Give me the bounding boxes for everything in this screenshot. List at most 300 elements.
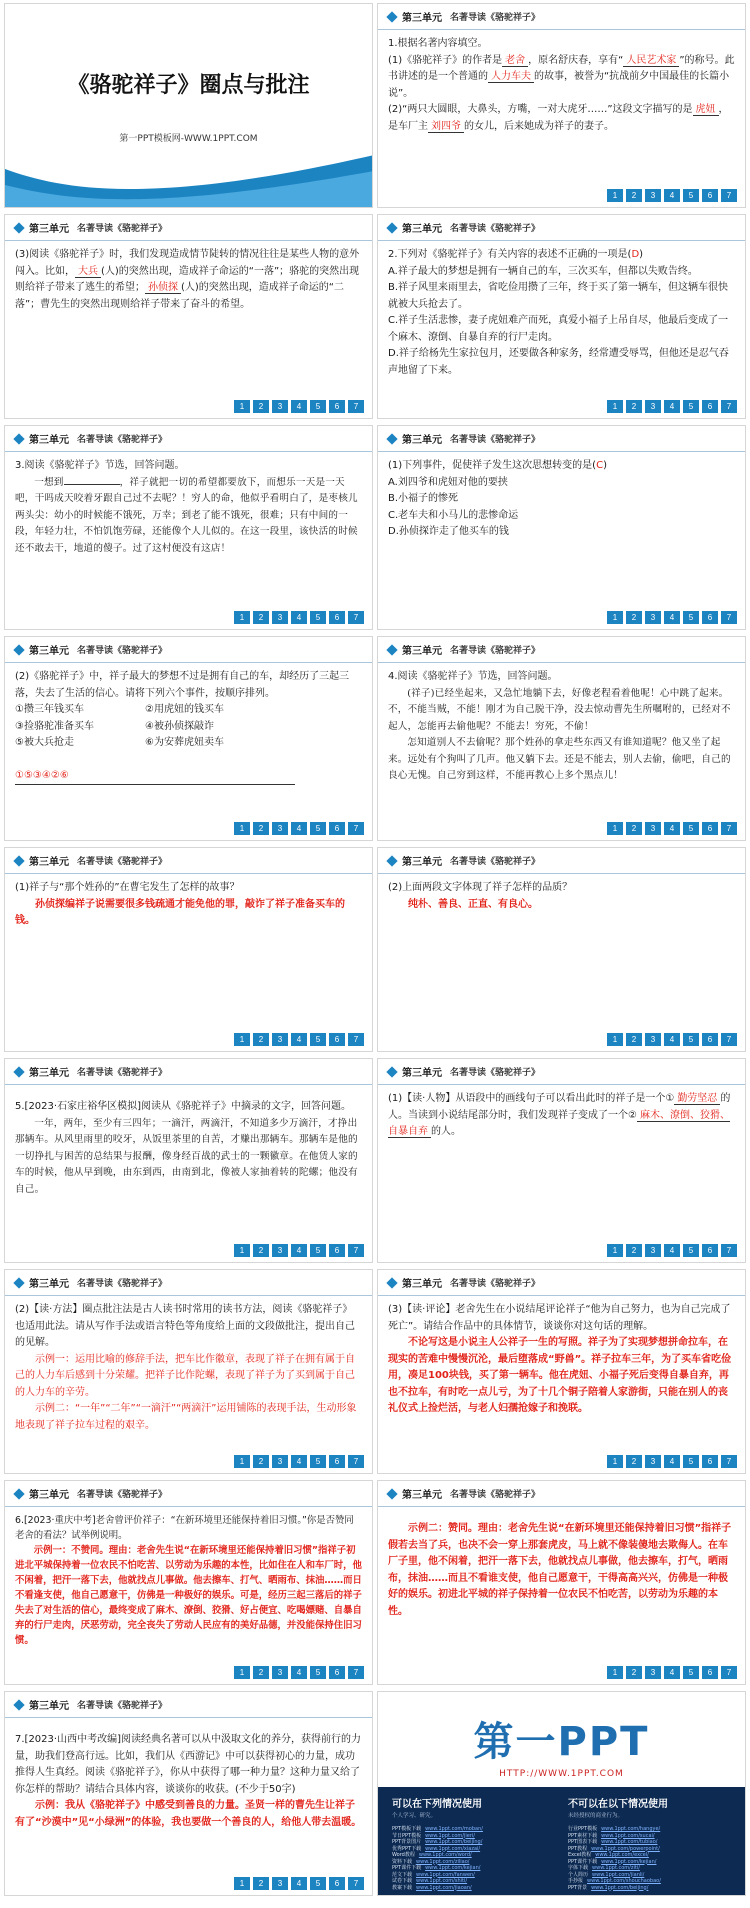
page-button-1[interactable]: 1 — [607, 611, 623, 624]
answer: C — [596, 460, 604, 471]
slide-header — [378, 4, 745, 30]
answer: ①⑤③④②⑥ — [15, 769, 69, 781]
unit-subtitle: 名著导读《骆驼祥子》 — [450, 1068, 541, 1078]
page-button-4[interactable]: 4 — [291, 1877, 307, 1890]
unit-subtitle: 名著导读《骆驼祥子》 — [450, 857, 541, 867]
forbidden-links — [568, 1826, 738, 1891]
answer: 大兵 — [75, 266, 101, 278]
page-button-2[interactable]: 2 — [253, 1244, 269, 1257]
slide-header — [5, 215, 372, 241]
diamond-icon — [13, 1488, 24, 1499]
question: (1)下列事件，促使祥子发生这次思想转变的是( — [388, 460, 597, 471]
link-url[interactable]: www.1ppt.com/tubiao/ — [601, 1839, 658, 1845]
text: ”的称号。此书讲述的是一个普通的 — [388, 54, 735, 82]
page-button-5[interactable]: 5 — [310, 400, 326, 413]
page-button-2[interactable]: 2 — [253, 611, 269, 624]
pager — [607, 1244, 737, 1257]
page-button-6[interactable]: 6 — [329, 1666, 345, 1679]
page-button-6[interactable]: 6 — [702, 1244, 718, 1257]
slide-body — [15, 247, 362, 396]
page-button-2[interactable]: 2 — [626, 189, 642, 202]
allowed-sub: 个人学习、研究。 — [392, 1813, 437, 1819]
link-row — [568, 1885, 738, 1892]
link-url[interactable]: www.1ppt.com/ziliao/ — [416, 1858, 470, 1865]
text: 的女儿，后来她成为祥子的妻子。 — [464, 120, 614, 132]
option-a: A.祥子最大的梦想是拥有一辆自己的车，三次买车，但都以失败告终。 — [388, 265, 698, 277]
page-button-1[interactable]: 1 — [607, 1455, 623, 1468]
passage: 怎知道别人不去偷呢？那个姓孙的拿走些东西又有谁知道呢？他又坐了起来。远处有个狗叫了几声。他又躺下去。还是不能去，别人去偷，偷吧，自己的良心无愧。自己穷到这样，不能再教心上多个黑点儿！ — [388, 737, 731, 781]
page-button-6[interactable]: 6 — [329, 400, 345, 413]
slide-body — [15, 1732, 362, 1873]
text: ，原名舒庆春，享有“ — [528, 54, 624, 66]
event-4: ④被孙侦探敲诈 — [145, 720, 214, 732]
option-d: D.孙侦探诈走了他买车的钱 — [388, 526, 509, 537]
unit-subtitle: 名著导读《骆驼祥子》 — [450, 1490, 541, 1500]
question: (2)《骆驼祥子》中，祥子最大的梦想不过是拥有自己的车，却经历了三起三落，失去了生活的信心。请将下列六个事件，按顺序排列。 — [15, 671, 350, 699]
slide-q1[interactable] — [377, 3, 746, 208]
slide-header — [378, 848, 745, 874]
slide-header — [5, 426, 372, 452]
answer: 示例一：不赞同。理由：老舍先生说“在新环境里还能保持着旧习惯”指祥子初进北平城保持着一位农民不怕吃苦、以劳动为乐趣的本性，比如住在人和车厂时，他不闲着，把汗一落下去，他就找点儿事做。他去擦车、打气、晒雨布、抹油……而日不看逢支使，他自己愿意干，仿佛是一种极好的娱乐。可是，经历三起三落后的祥子失去了对生活的信心，最终变成了麻木、潦倒、狡猾、好占便宜、吃喝嫖赌、自暴自弃的行尸走肉，厌恶劳动，完全丧失了劳动人民应有的美好品德，并没能保持住旧习惯。 — [15, 1545, 362, 1646]
allowed-links — [392, 1826, 562, 1891]
link-url[interactable]: www.1ppt.com/powerpoint/ — [591, 1845, 660, 1852]
page-button-7[interactable]: 7 — [721, 611, 737, 624]
unit-label: 第三单元 — [402, 646, 442, 657]
diamond-icon — [13, 855, 24, 866]
forbidden-title: 不可以在以下情况使用 — [568, 1799, 668, 1810]
page-button-2[interactable]: 2 — [253, 1666, 269, 1679]
page-button-7[interactable]: 7 — [721, 1455, 737, 1468]
logo-text: 第一PPT — [473, 1719, 650, 1765]
slide-q5[interactable] — [4, 1058, 373, 1263]
answer: 不论写这是小说主人公祥子一生的写照。祥子为了实现梦想拼命拉车，在现实的苦难中慢慢沉沦，最后堕落成“野兽”。祥子拉车三年，为了买车省吃俭用，凑足100块钱，买了第一辆车。他在虎妞、小福子死后变得自暴自弃，再也不拉车，有时吃一点儿亏，为了十几个铜子陪着人家游街，只能在别人的丧礼仪式上捡烂活，与老人妇孺抢嫁子和挽联。 — [388, 1337, 732, 1414]
page-button-4[interactable]: 4 — [291, 611, 307, 624]
text: (人)的突然出现，造成祥子命运的“一落”；骆驼的突然出现则给祥子带来了逃生的希望； — [15, 265, 360, 293]
link-label: 节日PPT模板 — [392, 1832, 422, 1839]
slide-q3-2[interactable] — [4, 636, 373, 841]
page-button-2[interactable]: 2 — [253, 400, 269, 413]
page-button-2[interactable]: 2 — [626, 1455, 642, 1468]
link-url[interactable]: www.1ppt.com/word/ — [418, 1852, 472, 1858]
unit-subtitle: 名著导读《骆驼祥子》 — [77, 224, 168, 234]
unit-subtitle: 名著导读《骆驼祥子》 — [77, 1068, 168, 1078]
page-button-7[interactable]: 7 — [348, 1033, 364, 1046]
page-button-2[interactable]: 2 — [626, 611, 642, 624]
slide-q7[interactable] — [4, 1691, 373, 1896]
page-button-2[interactable]: 2 — [626, 822, 642, 835]
page-button-3[interactable]: 3 — [645, 822, 661, 835]
page-button-2[interactable]: 2 — [626, 1033, 642, 1046]
answer-example-1: 示例一：运用比喻的修辞手法，把车比作徽章，表现了祥子在拥有属于自己的人力车后感到十分荣耀。把祥子比作陀螺，表现了祥子为了买到属于自己的人力车的辛劳。 — [15, 1353, 355, 1398]
link-url[interactable]: www.1ppt.com/excel/ — [595, 1852, 649, 1858]
link-label: PPT课件下载 — [392, 1865, 422, 1871]
slide-q3-1[interactable] — [377, 425, 746, 630]
allowed-usage — [392, 1795, 562, 1891]
page-button-2[interactable]: 2 — [253, 1877, 269, 1890]
link-label: PPT模板下载 — [392, 1826, 422, 1832]
page-button-7[interactable]: 7 — [721, 400, 737, 413]
slide-q1-3[interactable] — [4, 214, 373, 419]
page-button-3[interactable]: 3 — [645, 1244, 661, 1257]
page-button-1[interactable]: 1 — [234, 1666, 250, 1679]
page-button-5[interactable]: 5 — [683, 822, 699, 835]
page-button-3[interactable]: 3 — [272, 1877, 288, 1890]
question: (3)【读·评论】老舍先生在小说结尾评论祥子“他为自己努力，也为自己完成了死亡”。请结合作品中的具体情节，谈谈你对这句话的理解。 — [388, 1304, 731, 1332]
link-url[interactable]: www.1ppt.com/shiti/ — [416, 1878, 468, 1884]
answer: 人力车夫 — [488, 71, 534, 83]
link-label: PPT背景 — [568, 1884, 588, 1891]
page-button-7[interactable]: 7 — [348, 1455, 364, 1468]
page-button-5[interactable]: 5 — [310, 822, 326, 835]
link-label: PPT素材下载 — [568, 1832, 598, 1839]
link-url[interactable]: www.1ppt.com/beijing/ — [425, 1839, 483, 1845]
link-url[interactable]: www.1ppt.com/sucai/ — [601, 1832, 655, 1839]
option-d: D.祥子给杨先生家拉包月，还要做各种家务，经常遭受辱骂，但他还是忍气吞声地留了下来。 — [388, 348, 729, 376]
pager — [607, 1033, 737, 1046]
page-button-1[interactable]: 1 — [607, 1244, 623, 1257]
answer-example-2: 示例二：“一年”“二年”“一滴汗”“两滴汗”运用铺陈的表现手法，生动形象地表现了祥子拉车过程的艰辛。 — [15, 1403, 357, 1431]
page-button-4[interactable]: 4 — [291, 1455, 307, 1468]
diamond-icon — [386, 222, 397, 233]
unit-subtitle: 名著导读《骆驼祥子》 — [450, 13, 541, 23]
page-button-5[interactable]: 5 — [310, 1455, 326, 1468]
page-button-1[interactable]: 1 — [607, 400, 623, 413]
slide-body — [15, 1302, 362, 1451]
link-label: Excel教程 — [568, 1852, 592, 1858]
pager — [234, 1244, 364, 1257]
page-button-4[interactable]: 4 — [664, 611, 680, 624]
answer: 勤劳坚忍 — [674, 1093, 720, 1105]
page-button-7[interactable]: 7 — [348, 1666, 364, 1679]
page-button-3[interactable]: 3 — [645, 1033, 661, 1046]
page-button-5[interactable]: 5 — [683, 1666, 699, 1679]
answer: 老舍 — [502, 55, 528, 67]
link-url[interactable]: www.1ppt.com/beijing/ — [591, 1884, 649, 1891]
event-3: ③捡骆驼准备买车 — [15, 720, 94, 732]
page-button-5[interactable]: 5 — [683, 611, 699, 624]
answer: 刘四爷 — [428, 121, 464, 133]
page-button-5[interactable]: 5 — [310, 1033, 326, 1046]
link-url[interactable]: www.1ppt.com/kejian/ — [601, 1858, 657, 1865]
slide-header — [378, 637, 745, 663]
answer: D — [631, 249, 640, 260]
link-url[interactable]: www.1ppt.com/moban/ — [425, 1826, 483, 1832]
slide-header — [378, 1270, 745, 1296]
answer: 麻木、潦倒、狡猾、自暴自弃 — [388, 1109, 730, 1137]
slide-q5-2[interactable] — [4, 1269, 373, 1474]
page-button-3[interactable]: 3 — [272, 1033, 288, 1046]
page-button-1[interactable]: 1 — [607, 189, 623, 202]
unit-label: 第三单元 — [29, 1068, 69, 1079]
page-button-1[interactable]: 1 — [234, 400, 250, 413]
page-button-2[interactable]: 2 — [626, 1666, 642, 1679]
event-5: ⑤被大兵抢走 — [15, 737, 74, 748]
link-label: PPT图表下载 — [568, 1839, 598, 1845]
page-button-7[interactable]: 7 — [348, 822, 364, 835]
page-button-3[interactable]: 3 — [272, 1455, 288, 1468]
unit-label: 第三单元 — [402, 224, 442, 235]
pager — [607, 400, 737, 413]
page-button-4[interactable]: 4 — [664, 400, 680, 413]
slide-header — [5, 848, 372, 874]
slide-title[interactable] — [4, 3, 373, 208]
diamond-icon — [386, 11, 397, 22]
slide-q6[interactable] — [4, 1480, 373, 1685]
diamond-icon — [386, 855, 397, 866]
page-button-6[interactable]: 6 — [702, 400, 718, 413]
question: 4.阅读《骆驼祥子》节选，回答问题。 — [388, 671, 558, 682]
page-button-1[interactable]: 1 — [607, 1033, 623, 1046]
page-button-1[interactable]: 1 — [234, 1033, 250, 1046]
link-label: 行业PPT模板 — [568, 1826, 598, 1832]
page-button-4[interactable]: 4 — [291, 400, 307, 413]
page-button-3[interactable]: 3 — [272, 822, 288, 835]
page-button-3[interactable]: 3 — [645, 611, 661, 624]
link-label: 试卷下载 — [392, 1878, 413, 1884]
link-label: 优秀PPT下载 — [392, 1845, 422, 1852]
answer: 人民艺术家 — [623, 55, 679, 67]
page-button-4[interactable]: 4 — [291, 1244, 307, 1257]
page-button-4[interactable]: 4 — [291, 1666, 307, 1679]
logo-url: HTTP://WWW.1PPT.COM — [499, 1769, 624, 1779]
page-button-3[interactable]: 3 — [272, 611, 288, 624]
presentation-title: 《骆驼祥子》圈点与批注 — [67, 72, 310, 98]
option-c: C.老车夫和小马儿的悲惨命运 — [388, 509, 519, 521]
link-url[interactable]: www.1ppt.com/hangye/ — [601, 1826, 661, 1832]
option-a: A.刘四爷和虎妞对他的要挟 — [388, 476, 508, 488]
slide-header — [378, 426, 745, 452]
page-button-5[interactable]: 5 — [683, 1455, 699, 1468]
page-button-5[interactable]: 5 — [310, 1666, 326, 1679]
text: ) — [639, 249, 644, 260]
unit-label: 第三单元 — [29, 1279, 69, 1290]
page-button-5[interactable]: 5 — [310, 1877, 326, 1890]
link-url[interactable]: www.1ppt.com/kejian/ — [425, 1865, 481, 1871]
slide-body — [388, 458, 735, 607]
slide-q4-2[interactable] — [377, 847, 746, 1052]
link-row — [392, 1885, 562, 1892]
page-button-3[interactable]: 3 — [645, 189, 661, 202]
blank — [64, 484, 120, 485]
page-button-7[interactable]: 7 — [348, 400, 364, 413]
page-button-6[interactable]: 6 — [702, 611, 718, 624]
page-button-4[interactable]: 4 — [664, 189, 680, 202]
page-button-6[interactable]: 6 — [702, 1666, 718, 1679]
diamond-icon — [386, 433, 397, 444]
page-button-5[interactable]: 5 — [310, 611, 326, 624]
slide-body — [388, 1521, 735, 1662]
page-button-3[interactable]: 3 — [645, 400, 661, 413]
page-button-6[interactable]: 6 — [329, 611, 345, 624]
unit-subtitle: 名著导读《骆驼祥子》 — [77, 435, 168, 445]
pager — [234, 611, 364, 624]
page-button-3[interactable]: 3 — [645, 1455, 661, 1468]
diamond-icon — [13, 1699, 24, 1710]
page-button-1[interactable]: 1 — [607, 1666, 623, 1679]
text: 的人。当读到小说结尾部分时，我们发现祥子变成了一个② — [388, 1093, 731, 1121]
question: (2)【读·方法】圈点批注法是古人读书时常用的读书方法，阅读《骆驼祥子》也适用此法。请从写作手法或语言特色等角度给上面的文段做批注，提出自己的见解。 — [15, 1304, 355, 1348]
text: 的人。 — [431, 1126, 461, 1137]
slide-q5-3[interactable] — [377, 1269, 746, 1474]
link-label: PPT课件下载 — [568, 1858, 598, 1865]
page-button-4[interactable]: 4 — [291, 822, 307, 835]
link-url[interactable]: www.1ppt.com/jiaoan/ — [416, 1884, 472, 1891]
page-button-6[interactable]: 6 — [702, 189, 718, 202]
unit-subtitle: 名著导读《骆驼祥子》 — [450, 1279, 541, 1289]
page-button-2[interactable]: 2 — [626, 1244, 642, 1257]
event-1: ①攒三年钱买车 — [15, 704, 84, 715]
page-button-3[interactable]: 3 — [272, 1666, 288, 1679]
page-button-4[interactable]: 4 — [664, 1666, 680, 1679]
page-button-2[interactable]: 2 — [253, 1455, 269, 1468]
link-url[interactable]: www.1ppt.com/xiazai/ — [425, 1845, 481, 1852]
slide-q4[interactable] — [377, 636, 746, 841]
page-button-5[interactable]: 5 — [310, 1244, 326, 1257]
page-button-7[interactable]: 7 — [348, 1244, 364, 1257]
page-button-6[interactable]: 6 — [329, 1244, 345, 1257]
unit-label: 第三单元 — [402, 857, 442, 868]
page-button-4[interactable]: 4 — [664, 822, 680, 835]
page-button-6[interactable]: 6 — [329, 822, 345, 835]
page-button-7[interactable]: 7 — [348, 611, 364, 624]
unit-label: 第三单元 — [402, 435, 442, 446]
unit-subtitle: 名著导读《骆驼祥子》 — [77, 1490, 168, 1500]
link-url[interactable]: www.1ppt.com/ziti/ — [592, 1865, 640, 1871]
unit-label: 第三单元 — [29, 435, 69, 446]
link-label: 范文下载 — [392, 1871, 413, 1878]
unit-subtitle: 名著导读《骆驼祥子》 — [450, 435, 541, 445]
page-button-5[interactable]: 5 — [683, 189, 699, 202]
page-button-4[interactable]: 4 — [291, 1033, 307, 1046]
slide-body — [388, 36, 735, 185]
answer: 纯朴、善良、正直、有良心。 — [408, 898, 538, 910]
page-button-6[interactable]: 6 — [702, 1455, 718, 1468]
page-button-6[interactable]: 6 — [329, 1033, 345, 1046]
page-button-3[interactable]: 3 — [272, 1244, 288, 1257]
answer: 示例二：赞同。理由：老舍先生说“在新环境里还能保持着旧习惯”指祥子假若去当了兵，也决不会一穿上那套虎皮，马上就不像装傻地去欺侮人。在车厂子里，他不闲着，把汗一落下去，他就找点儿事做，他去擦车，打气，晒雨布，抹油……而且不看谁支使，他自己愿意干，干得高高兴兴，仿佛是一种极好的娱乐。初进北平城的祥子保持着一位农民不怕吃苦，以劳动为乐趣的本性。 — [388, 1523, 732, 1617]
option-b: B.祥子风里来雨里去，省吃俭用攒了三年，终于买了第一辆车，但这辆车很快就被大兵抢去了。 — [388, 282, 729, 310]
diamond-icon — [386, 1277, 397, 1288]
slide-end[interactable] — [377, 1691, 746, 1896]
page-button-5[interactable]: 5 — [683, 1033, 699, 1046]
answer: 示例：我从《骆驼祥子》中感受到善良的力量。圣贤一样的曹先生让祥子有了“沙漠中”见“小绿洲”的体验，我也要做一个善良的人，给他人带去温暖。 — [15, 1800, 362, 1828]
pager — [234, 822, 364, 835]
answer: 孙侦探编祥子说需要很多钱疏通才能免他的罪，敲诈了祥子准备买车的钱。 — [15, 898, 345, 926]
page-button-7[interactable]: 7 — [721, 1033, 737, 1046]
page-button-3[interactable]: 3 — [645, 1666, 661, 1679]
unit-label: 第三单元 — [402, 1279, 442, 1290]
question: (1)祥子与“那个姓孙的”在曹宅发生了怎样的故事？ — [15, 882, 240, 893]
unit-subtitle: 名著导读《骆驼祥子》 — [77, 1701, 168, 1711]
slide-body — [15, 669, 362, 818]
text: (1)《骆驼祥子》的作者是 — [388, 54, 503, 66]
page-button-6[interactable]: 6 — [702, 822, 718, 835]
link-label: 资料下载 — [392, 1858, 413, 1865]
page-button-6[interactable]: 6 — [329, 1877, 345, 1890]
unit-label: 第三单元 — [29, 1701, 69, 1712]
link-label: 个人简历 — [568, 1871, 589, 1878]
slide-header — [5, 1692, 372, 1718]
diamond-icon — [13, 644, 24, 655]
page-button-1[interactable]: 1 — [234, 1455, 250, 1468]
slide-body — [15, 458, 362, 607]
wave-decoration — [5, 147, 373, 207]
unit-subtitle: 名著导读《骆驼祥子》 — [77, 857, 168, 867]
page-button-2[interactable]: 2 — [626, 400, 642, 413]
slide-header — [378, 1481, 745, 1507]
question: (2)上面两段文字体现了祥子怎样的品质？ — [388, 882, 573, 893]
page-button-1[interactable]: 1 — [234, 611, 250, 624]
slide-q3[interactable] — [4, 425, 373, 630]
question: 6.[2023·重庆中考]老舍曾评价祥子：“在新环境里还能保持着旧习惯。”你是否赞同老舍的看法？试举例说明。 — [15, 1515, 354, 1541]
slide-q6-2[interactable] — [377, 1480, 746, 1685]
event-6: ⑥为安葬虎妞卖车 — [145, 737, 224, 748]
link-url[interactable]: www.1ppt.com/jieri/ — [425, 1832, 475, 1839]
page-button-1[interactable]: 1 — [607, 822, 623, 835]
link-url[interactable]: www.1ppt.com/shouchaobao/ — [587, 1878, 661, 1884]
link-label: PPT背景图片 — [392, 1839, 422, 1845]
question: 1.根据名著内容填空。 — [388, 38, 488, 49]
page-button-2[interactable]: 2 — [253, 1033, 269, 1046]
page-button-2[interactable]: 2 — [253, 822, 269, 835]
unit-label: 第三单元 — [29, 646, 69, 657]
slide-header — [5, 1059, 372, 1085]
page-button-5[interactable]: 5 — [683, 400, 699, 413]
passage: (祥子)已经坐起来，又急忙地躺下去，好像老程看着他呢！心中跳了起来。不，不能当贼，不能！刚才为自己脱干净，没去惊动曹先生所嘱咐的，已经对不起人，怎能再去偷他呢？不能去！穷死，不偷！ — [388, 687, 731, 732]
unit-label: 第三单元 — [402, 13, 442, 24]
page-button-3[interactable]: 3 — [272, 400, 288, 413]
slide-body — [388, 1091, 735, 1240]
link-url[interactable]: www.1ppt.com/fanwen/ — [416, 1871, 475, 1878]
page-button-7[interactable]: 7 — [721, 1244, 737, 1257]
page-button-1[interactable]: 1 — [234, 822, 250, 835]
pager — [607, 1666, 737, 1679]
link-label: Word教程 — [392, 1852, 415, 1858]
option-c: C.祥子生活悲惨，妻子虎妞难产而死，真爱小福子上吊自尽，他最后变成了一个麻木、潦倒、自暴自弃的行尸走肉。 — [388, 315, 729, 343]
slide-q4-1[interactable] — [4, 847, 373, 1052]
pager — [234, 1033, 364, 1046]
page-button-7[interactable]: 7 — [721, 1666, 737, 1679]
page-button-4[interactable]: 4 — [664, 1455, 680, 1468]
pager — [234, 1877, 364, 1890]
page-button-4[interactable]: 4 — [664, 1244, 680, 1257]
event-2: ②用虎妞的钱买车 — [145, 704, 224, 715]
slide-header — [5, 1481, 372, 1507]
passage: 一年，两年，至少有三四年；一滴汗，两滴汗，不知道多少万滴汗，才挣出那辆车。从风里雨里的咬牙，从饭里茶里的自苦，才赚出那辆车。那辆车是他的一切挣扎与困苦的总结果与报酬，像身经百战的武士的一颗徽章。在他赁人家的车的时候，他从早到晚，由东到西，由南到北，像被人家抽着转的陀螺；他没有自己。 — [15, 1117, 358, 1195]
text: ) — [603, 460, 607, 471]
page-button-5[interactable]: 5 — [683, 1244, 699, 1257]
page-button-7[interactable]: 7 — [348, 1877, 364, 1890]
page-button-4[interactable]: 4 — [664, 1033, 680, 1046]
page-button-1[interactable]: 1 — [234, 1244, 250, 1257]
text: (人)的突然出现，造成祥子命运的“二落”；曹先生的突然出现则给祥子带来了奋斗的希望。 — [15, 282, 344, 310]
page-button-6[interactable]: 6 — [702, 1033, 718, 1046]
slide-q5-1[interactable] — [377, 1058, 746, 1263]
slide-body — [15, 1513, 362, 1662]
page-button-7[interactable]: 7 — [721, 822, 737, 835]
page-button-1[interactable]: 1 — [234, 1877, 250, 1890]
diamond-icon — [13, 1277, 24, 1288]
link-url[interactable]: www.1ppt.com/jianli/ — [592, 1871, 645, 1878]
pager — [234, 400, 364, 413]
slide-q2[interactable] — [377, 214, 746, 419]
question: 3.阅读《骆驼祥子》节选，回答问题。 — [15, 460, 185, 471]
page-button-6[interactable]: 6 — [329, 1455, 345, 1468]
question: 7.[2023·山西中考改编]阅读经典名著可以从中汲取文化的养分，获得前行的力量，助我们登高行远。比如，我们从《西游记》中可以获得初心的力量，成功推得人生真经。阅读《骆驼祥子》，你从中获得了哪一种力量？这种力量又给了你怎样的帮助？请结合具体内容，谈谈你的收获。(不少于50字) — [15, 1734, 361, 1795]
page-button-7[interactable]: 7 — [721, 189, 737, 202]
unit-label: 第三单元 — [29, 857, 69, 868]
diamond-icon — [13, 222, 24, 233]
